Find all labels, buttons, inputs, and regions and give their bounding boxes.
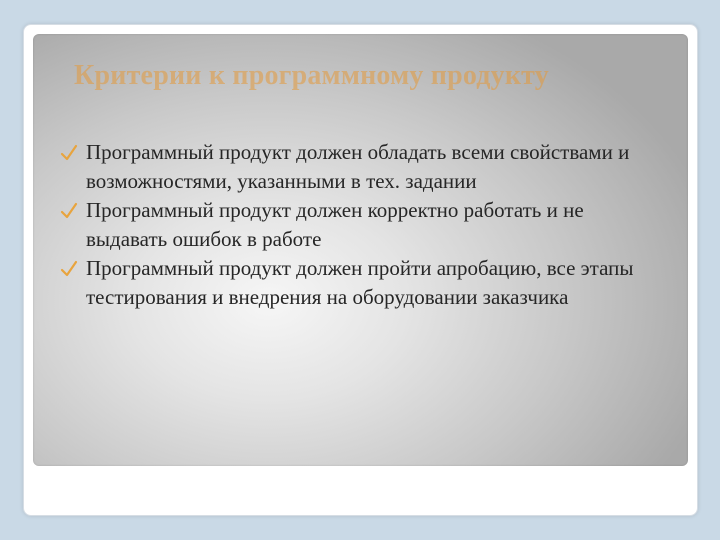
check-icon [60,259,78,279]
bullet-item [60,138,660,196]
check-icon [60,201,78,221]
check-icon [60,143,78,163]
bullet-item [60,254,660,312]
bullet-text: Программный продукт должен корректно работать и не выдавать ошибок в работе [86,198,584,251]
bullet-text: Программный продукт должен пройти апробацию, все этапы тестирования и внедрения на оборудовании заказчика [86,256,634,309]
slide-title: Критерии к программному продукту [74,60,549,91]
bullet-list [60,138,660,312]
bullet-item [60,196,660,254]
bullet-text: Программный продукт должен обладать всеми свойствами и возможностями, указанными в тех. задании [86,140,630,193]
